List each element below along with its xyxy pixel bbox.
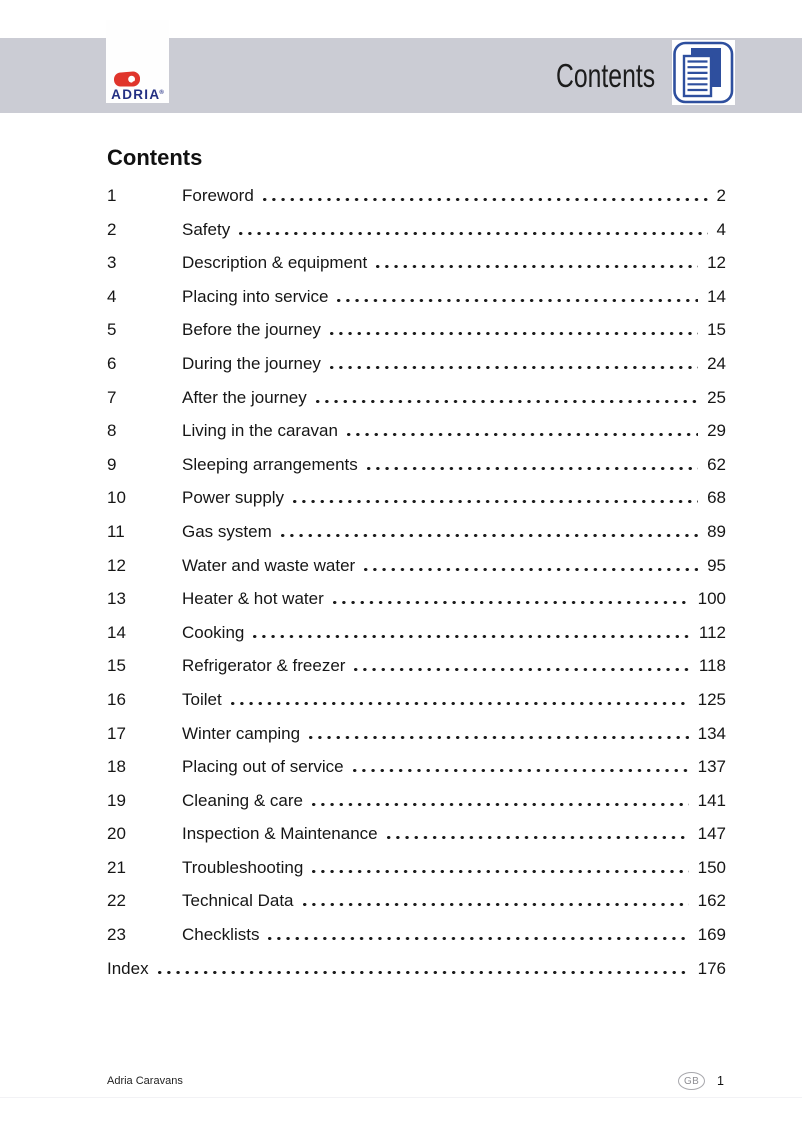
toc-chapter-number: 23 [107,925,126,945]
toc-row[interactable] [107,851,726,885]
toc-dot-leader [230,213,714,247]
toc-chapter-number: 6 [107,353,117,373]
stacked-documents-icon [672,40,735,105]
toc-chapter-title: Inspection & Maintenance [182,824,378,844]
toc-page-number: 95 [707,555,726,575]
toc-row[interactable] [107,616,726,650]
footer-right-group [678,1072,726,1090]
toc-dot-leader [378,817,696,851]
toc-row[interactable] [107,179,726,213]
toc-row-index[interactable] [107,952,726,986]
toc-row[interactable] [107,213,726,247]
toc-page-number: 89 [707,521,726,541]
toc-chapter-number: 10 [107,488,126,508]
toc-index-title: Index [107,958,149,978]
adria-logo [106,20,169,103]
header-title: Contents [555,57,655,94]
toc-dot-leader [324,582,696,616]
toc-row[interactable] [107,347,726,381]
toc-chapter-title: Living in the caravan [182,421,338,441]
toc-dot-leader [328,280,705,314]
toc-chapter-title: Troubleshooting [182,857,304,877]
toc-page-number: 112 [698,622,726,642]
toc-dot-leader [367,246,705,280]
toc-chapter-title: Safety [182,219,231,239]
toc-page-number: 4 [716,219,726,239]
toc-dot-leader [344,750,696,784]
toc-chapter-title: Toilet [182,689,222,709]
toc-chapter-number: 21 [107,857,126,877]
toc-page-number: 62 [707,454,726,474]
toc-row[interactable] [107,717,726,751]
toc-dot-leader [358,448,705,482]
toc-row[interactable] [107,683,726,717]
toc-row[interactable] [107,817,726,851]
toc-dot-leader [303,784,696,818]
toc-chapter-number: 16 [107,689,126,709]
toc-dot-leader [259,918,695,952]
toc-row[interactable] [107,884,726,918]
toc-chapter-number: 9 [107,454,117,474]
toc-dot-leader [254,179,715,213]
toc-dot-leader [222,683,696,717]
toc-page-number: 29 [707,421,726,441]
toc-row[interactable] [107,750,726,784]
toc-chapter-number: 17 [107,723,126,743]
toc-chapter-title: Sleeping arrangements [182,454,358,474]
toc-row[interactable] [107,381,726,415]
toc-page-number: 25 [707,387,726,407]
toc-chapter-title: Before the journey [182,320,321,340]
toc-dot-leader [244,616,697,650]
contents-chapter-icon [672,40,735,105]
toc-chapter-title: Winter camping [182,723,301,743]
toc-page-number: 12 [707,253,726,273]
toc-chapter-number: 1 [107,186,117,205]
toc-row[interactable] [107,582,726,616]
toc-chapter-title: Cooking [182,622,245,642]
toc-row[interactable] [107,481,726,515]
toc-chapter-title: Water and waste water [182,555,356,575]
toc-row[interactable] [107,246,726,280]
toc-page-number: 14 [707,286,726,306]
language-badge: GB [678,1072,705,1090]
toc-dot-leader [338,414,705,448]
toc-row[interactable] [107,784,726,818]
toc-chapter-number: 7 [107,387,117,407]
toc-chapter-title: Heater & hot water [182,589,324,609]
toc-dot-leader [300,717,696,751]
toc-chapter-title: Gas system [182,521,272,541]
page-title: Contents [107,145,203,170]
registered-mark: ® [159,89,164,96]
toc-row[interactable] [107,549,726,583]
toc-page-number: 68 [707,488,726,508]
toc-page-number: 150 [697,857,726,877]
toc-page-number: 176 [697,958,726,978]
toc-row[interactable] [107,414,726,448]
toc-page-number: 137 [697,757,726,777]
page-bottom-edge [0,1097,802,1098]
toc-chapter-number: 4 [107,286,117,306]
toc-chapter-number: 19 [107,790,126,810]
toc-page-number: 100 [697,589,726,609]
toc-dot-leader [284,481,705,515]
adria-logo-text: ADRIA® [111,87,164,102]
toc-chapter-title: Placing out of service [182,757,344,777]
toc-dot-leader [307,381,705,415]
toc-chapter-number: 14 [107,622,126,642]
toc-page-number: 147 [697,824,726,844]
toc-dot-leader [321,347,705,381]
footer-page-number: 1 [717,1074,724,1088]
toc-chapter-number: 15 [107,656,126,676]
footer-brand-text: Adria Caravans [107,1075,183,1087]
toc-page-number: 24 [707,353,726,373]
toc-chapter-number: 22 [107,891,126,911]
toc-page-number: 141 [697,790,726,810]
toc-page-number: 162 [697,891,726,911]
toc-dot-leader [345,649,696,683]
toc-chapter-title: During the journey [182,353,321,373]
toc-chapter-title: Technical Data [182,891,294,911]
toc-chapter-number: 2 [107,219,117,239]
toc-chapter-title: Checklists [182,925,260,945]
toc-chapter-title: Refrigerator & freezer [182,656,346,676]
toc-page-number: 169 [697,925,726,945]
toc-page-number: 2 [716,186,726,205]
toc-row[interactable] [107,515,726,549]
toc-page-number: 125 [697,689,726,709]
page-footer [107,1070,726,1092]
toc-chapter-title: Cleaning & care [182,790,303,810]
toc-row[interactable] [107,448,726,482]
toc-chapter-number: 12 [107,555,126,575]
toc-chapter-number: 13 [107,589,126,609]
toc-chapter-number: 20 [107,824,126,844]
table-of-contents [107,179,726,985]
toc-dot-leader [303,851,695,885]
toc-dot-leader [321,313,705,347]
toc-page-number: 134 [697,723,726,743]
toc-row[interactable] [107,649,726,683]
toc-chapter-title: Placing into service [182,286,329,306]
toc-chapter-title: Power supply [182,488,285,508]
toc-chapter-number: 18 [107,757,126,777]
toc-chapter-title: After the journey [182,387,307,407]
toc-dot-leader [149,952,696,986]
toc-chapter-number: 11 [107,521,125,541]
toc-dot-leader [294,884,696,918]
toc-chapter-title: Foreword [182,186,254,205]
toc-page-number: 15 [707,320,726,340]
toc-dot-leader [355,549,705,583]
toc-dot-leader [272,515,705,549]
toc-chapter-title: Description & equipment [182,253,368,273]
toc-page-number: 118 [698,656,726,676]
toc-row[interactable] [107,918,726,952]
toc-row[interactable] [107,280,726,314]
toc-row[interactable] [107,313,726,347]
toc-chapter-number: 8 [107,421,117,441]
toc-chapter-number: 5 [107,320,117,340]
toc-chapter-number: 3 [107,253,117,273]
